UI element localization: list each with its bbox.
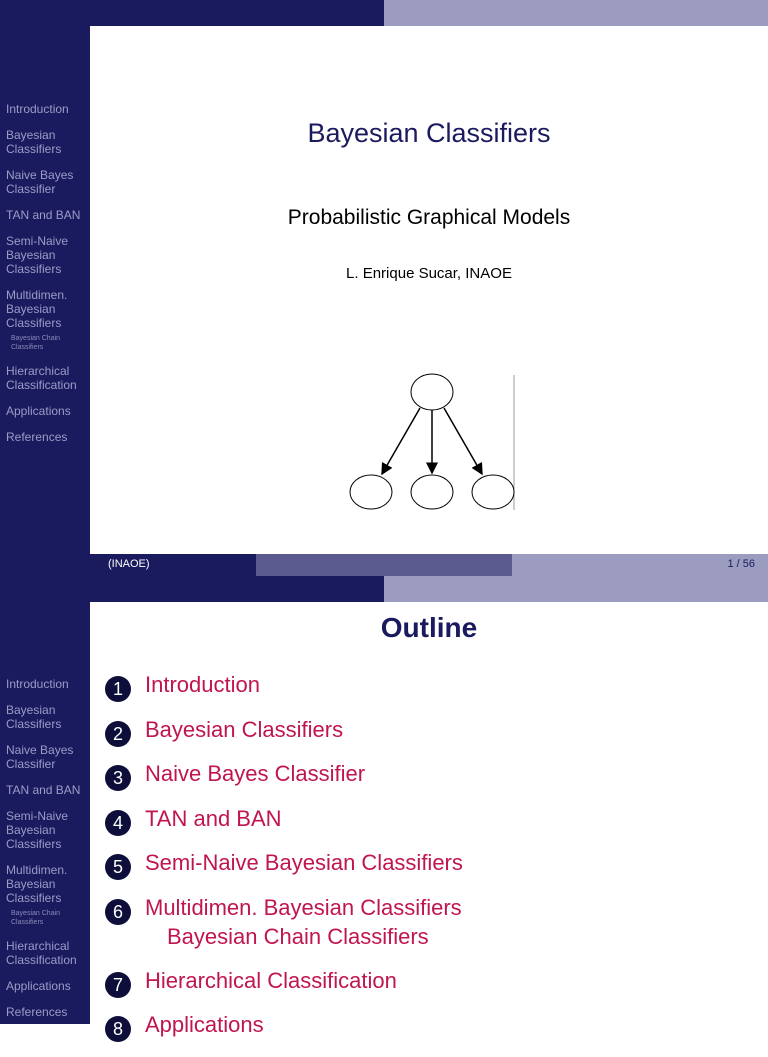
attribute-node-3 — [472, 475, 514, 509]
outline-slide — [0, 576, 768, 1039]
top-bar-light — [384, 576, 768, 602]
class-node — [411, 374, 453, 410]
footer-page-number: 1 / 56 — [727, 558, 755, 570]
edge-1 — [382, 408, 420, 474]
outline-number-badge: 1 — [105, 676, 131, 702]
sidebar-subitem-bayesian-chain[interactable]: Bayesian Chain Classifiers — [11, 910, 61, 926]
outline-number-badge: 2 — [105, 721, 131, 747]
outline-number-badge: 6 — [105, 899, 131, 925]
outline-subitem-label[interactable]: Bayesian Chain Classifiers — [167, 923, 429, 949]
sidebar-nav — [6, 677, 88, 1031]
outline-number-badge: 8 — [105, 1016, 131, 1042]
footer-middle — [256, 554, 512, 576]
top-bar-dark — [0, 0, 384, 26]
outline-item-label: Bayesian Classifiers — [145, 716, 344, 742]
sidebar-item-multidimen[interactable]: Multidimen. Bayesian Classifiers — [6, 288, 68, 330]
sidebar-item-multidimen[interactable]: Multidimen. Bayesian Classifiers — [6, 863, 68, 905]
sidebar — [0, 26, 90, 554]
sidebar-item-semi-naive[interactable]: Semi-Naive Bayesian Classifiers — [6, 809, 69, 851]
outline-item-label: Multidimen. Bayesian Classifiers — [145, 894, 462, 920]
sidebar-item-bayesian-classifiers[interactable]: Bayesian Classifiers — [6, 703, 62, 731]
outline-number-badge: 5 — [105, 854, 131, 880]
outline-item-label: Semi-Naive Bayesian Classifiers — [145, 850, 463, 875]
sidebar — [0, 602, 90, 1024]
outline-item-label: Naive Bayes Classifier — [145, 761, 366, 786]
footer — [0, 554, 768, 576]
slide-subtitle: Probabilistic Graphical Models — [287, 206, 571, 229]
sidebar-item-bayesian-classifiers[interactable]: Bayesian Classifiers — [6, 128, 62, 156]
slide-title: Bayesian Classifiers — [307, 118, 551, 148]
top-bar — [0, 0, 768, 26]
sidebar-item-semi-naive[interactable]: Semi-Naive Bayesian Classifiers — [6, 234, 69, 276]
outline-number-badge: 7 — [105, 972, 131, 998]
slide-author: L. Enrique Sucar, INAOE — [346, 265, 512, 282]
outline-item-label: Hierarchical Classification — [145, 967, 397, 993]
attribute-node-1 — [350, 475, 392, 509]
sidebar-item-naive-bayes[interactable]: Naive Bayes Classifier — [6, 743, 74, 771]
outline-title: Outline — [380, 612, 478, 643]
sidebar-item-applications[interactable]: Applications — [6, 979, 71, 993]
sidebar-item-applications[interactable]: Applications — [6, 404, 71, 418]
sidebar-nav — [6, 102, 88, 456]
top-bar-dark — [0, 576, 384, 602]
sidebar-item-introduction[interactable]: Introduction — [6, 677, 69, 691]
sidebar-item-tan-ban[interactable]: TAN and BAN — [6, 208, 81, 222]
top-bar — [0, 576, 768, 602]
outline-item-label: Applications — [145, 1012, 264, 1037]
sidebar-item-tan-ban[interactable]: TAN and BAN — [6, 783, 81, 797]
sidebar-item-introduction[interactable]: Introduction — [6, 102, 69, 116]
top-bar-light — [384, 0, 768, 26]
outline-number-badge: 3 — [105, 765, 131, 791]
outline-item-label: Introduction — [145, 672, 260, 697]
edge-3 — [444, 408, 482, 474]
outline-number-badge: 4 — [105, 810, 131, 836]
sidebar-item-hierarchical[interactable]: Hierarchical Classification — [6, 939, 77, 967]
outline-item-label: TAN and BAN — [145, 805, 282, 831]
naive-bayes-diagram — [345, 370, 525, 515]
sidebar-item-naive-bayes[interactable]: Naive Bayes Classifier — [6, 168, 74, 196]
sidebar-item-hierarchical[interactable]: Hierarchical Classification — [6, 364, 77, 392]
footer-institute: (INAOE) — [108, 558, 150, 570]
sidebar-item-references[interactable]: References — [6, 430, 68, 444]
attribute-node-2 — [411, 475, 453, 509]
sidebar-item-references[interactable]: References — [6, 1005, 68, 1019]
sidebar-subitem-bayesian-chain[interactable]: Bayesian Chain Classifiers — [11, 335, 61, 351]
